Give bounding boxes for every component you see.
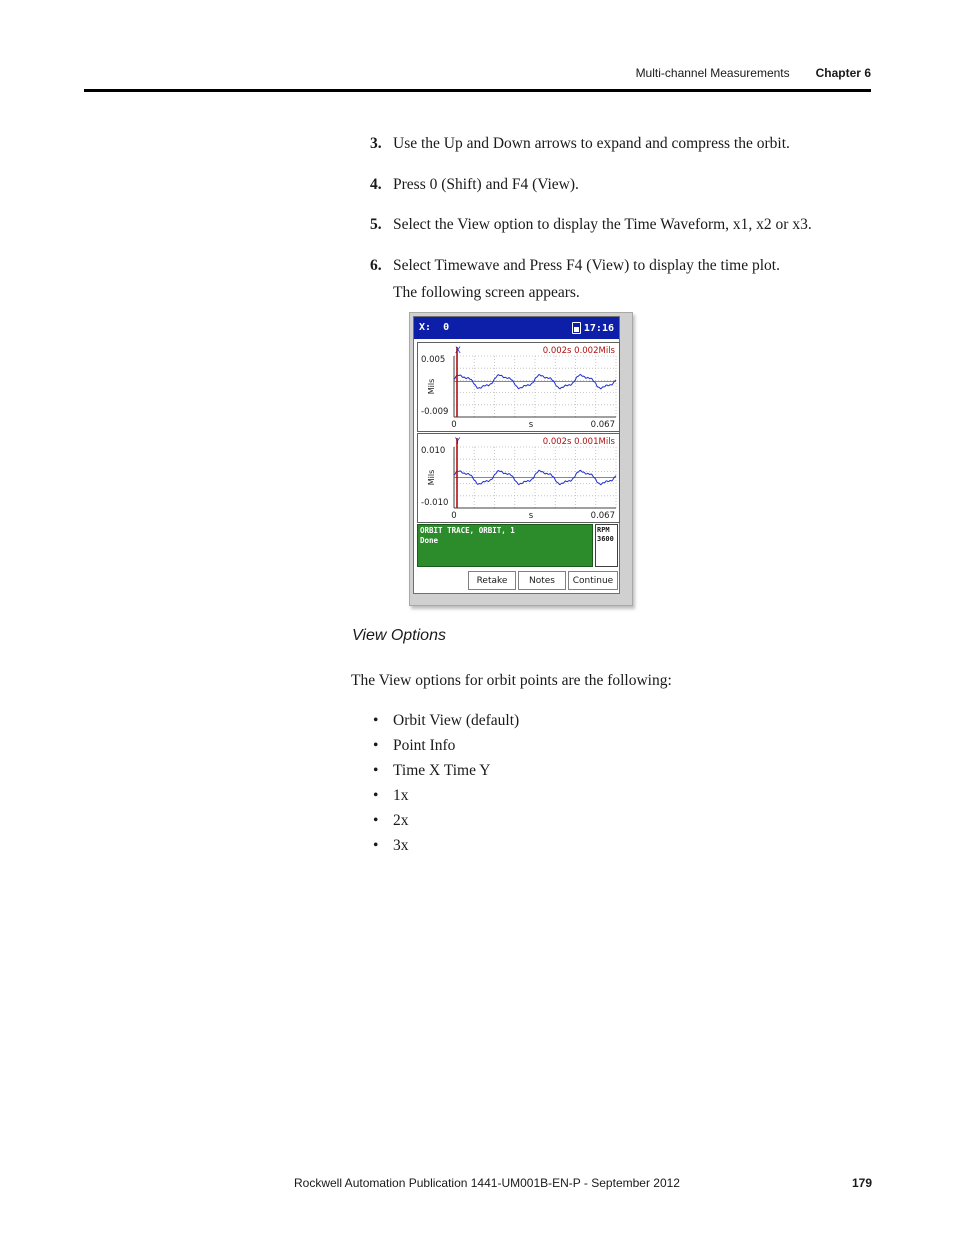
step-4 <box>370 175 870 195</box>
channel-label: Y <box>455 437 461 447</box>
step-list <box>370 134 870 303</box>
x-min-label: 0 <box>451 511 457 521</box>
x-unit-label: s <box>528 511 534 521</box>
cursor-readout: 0.002s 0.002Mils <box>542 346 615 356</box>
device-screenshot <box>409 312 633 606</box>
x-max-label: 0.067 <box>590 420 615 430</box>
status-panel <box>417 524 593 567</box>
step-5 <box>370 215 870 235</box>
y-axis-label: Mils <box>427 378 436 395</box>
step-text: Press 0 (Shift) and F4 (View). <box>393 176 579 193</box>
view-options-list <box>373 711 519 861</box>
step-number: 3. <box>370 135 382 152</box>
page-header <box>636 66 871 80</box>
step-number: 5. <box>370 216 382 233</box>
list-item: • 1x <box>373 786 519 811</box>
step-text: Select the View option to display the Time Waveform, x1, x2 or x3. <box>393 216 812 233</box>
cursor-readout: 0.002s 0.001Mils <box>542 437 615 447</box>
y-max-label: 0.005 <box>421 355 446 365</box>
step-3 <box>370 134 870 154</box>
header-rule <box>84 89 871 92</box>
x-max-label: 0.067 <box>590 511 615 521</box>
retake-button[interactable]: Retake <box>468 571 516 590</box>
status-state: Done <box>420 536 439 545</box>
notes-button[interactable]: Notes <box>518 571 566 590</box>
list-item: • 3x <box>373 836 519 861</box>
footer-publication: Rockwell Automation Publication 1441-UM001B-EN-P - September 2012 <box>294 1176 680 1190</box>
device-titlebar <box>414 317 619 339</box>
list-item: • 2x <box>373 811 519 836</box>
device-screen <box>413 316 620 594</box>
y-axis-label: Mils <box>427 469 436 486</box>
channel-label: X <box>455 346 461 356</box>
intro-text: The View options for orbit points are the following: <box>351 672 672 689</box>
step-subtext: The following screen appears. <box>393 284 580 301</box>
continue-button[interactable]: Continue <box>568 571 618 590</box>
x-unit-label: s <box>528 420 534 430</box>
step-number: 6. <box>370 257 382 274</box>
step-text: Use the Up and Down arrows to expand and compress the orbit. <box>393 135 790 152</box>
y-max-label: 0.010 <box>421 446 446 456</box>
rpm-panel <box>595 524 618 567</box>
y-min-label: -0.009 <box>421 407 449 417</box>
header-section: Multi-channel Measurements <box>635 66 790 80</box>
x-min-label: 0 <box>451 420 457 430</box>
section-title: View Options <box>352 627 446 644</box>
list-item: • Point Info <box>373 736 519 761</box>
rpm-label: RPM <box>597 526 610 534</box>
list-item: • Time X Time Y <box>373 761 519 786</box>
waveform-plot-y <box>418 434 619 522</box>
step-number: 4. <box>370 176 382 193</box>
step-text: Select Timewave and Press F4 (View) to display the time plot. <box>393 257 780 274</box>
plot-y-panel <box>417 433 620 523</box>
rpm-value: 3600 <box>597 535 614 543</box>
list-item: • Orbit View (default) <box>373 711 519 736</box>
plot-x-panel <box>417 342 620 432</box>
y-min-label: -0.010 <box>421 498 449 508</box>
waveform-plot-x <box>418 343 619 431</box>
battery-icon <box>572 322 581 334</box>
cursor-position: X: 0 <box>419 322 450 333</box>
header-chapter: Chapter 6 <box>815 66 871 80</box>
status-title: ORBIT TRACE, ORBIT, 1 <box>420 526 515 535</box>
step-6 <box>370 256 870 303</box>
page-number: 179 <box>852 1176 873 1190</box>
clock: 17:16 <box>583 322 614 334</box>
